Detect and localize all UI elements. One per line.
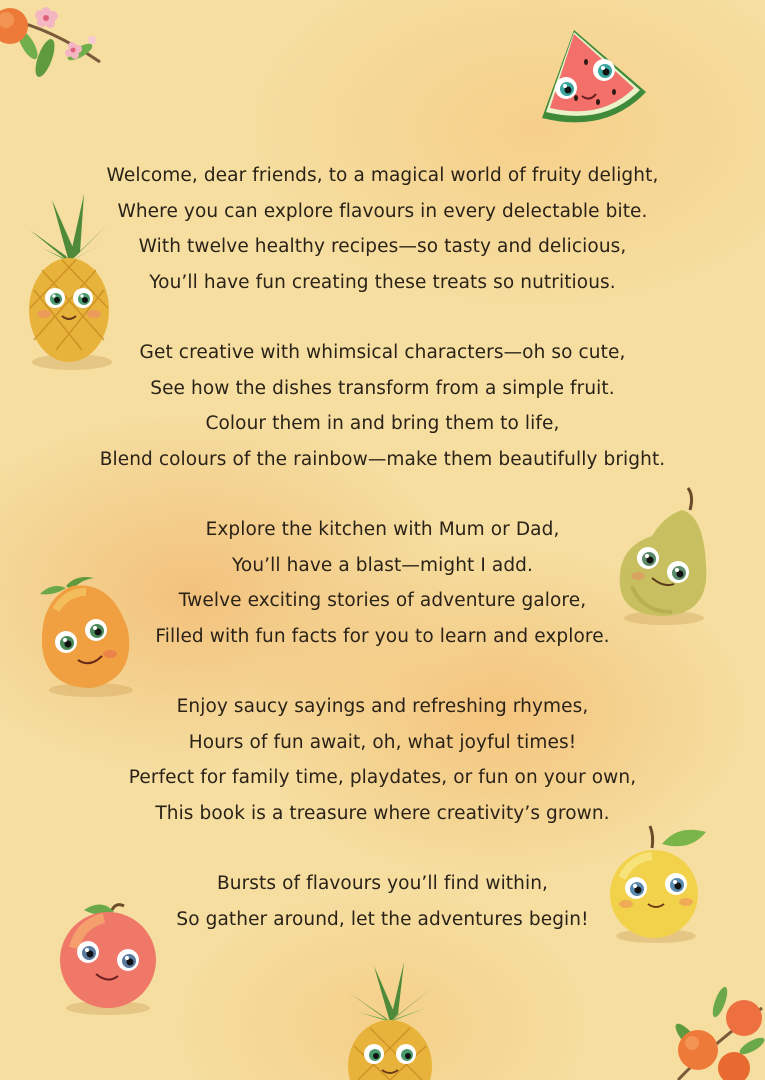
poem-line: See how the dishes transform from a simple fruit. bbox=[150, 377, 615, 399]
poem-line: This book is a treasure where creativity’s grown. bbox=[155, 802, 610, 824]
watermelon-slice-icon bbox=[536, 22, 651, 132]
peach-branch-icon bbox=[658, 988, 765, 1080]
poem-line: Enjoy saucy sayings and refreshing rhymes, bbox=[176, 696, 589, 717]
poem-line: Welcome, dear friends, to a magical world of fruity delight, bbox=[106, 165, 659, 186]
mango-icon bbox=[36, 570, 141, 700]
poem-line: Get creative with whimsical characters—oh so cute, bbox=[139, 342, 626, 363]
poem-line: Twelve exciting stories of adventure galore, bbox=[178, 590, 587, 611]
apple-icon bbox=[54, 898, 164, 1018]
peach-blossom-icon bbox=[0, 0, 115, 95]
poem-line: You’ll have fun creating these treats so nutritious. bbox=[149, 271, 616, 293]
poem-line: So gather around, let the adventures begin! bbox=[176, 908, 589, 930]
poem-line: Perfect for family time, playdates, or fun on your own, bbox=[128, 767, 637, 788]
lemon-icon bbox=[606, 822, 711, 947]
poem-line: Where you can explore flavours in every delectable bite. bbox=[117, 200, 648, 222]
poem-line: Bursts of flavours you’ll find within, bbox=[216, 873, 549, 894]
poem-line: Explore the kitchen with Mum or Dad, bbox=[205, 519, 560, 540]
poem-line: You’ll have a blast—might I add. bbox=[231, 554, 534, 576]
pear-icon bbox=[612, 486, 717, 631]
poem-line: Colour them in and bring them to life, bbox=[205, 413, 560, 434]
pineapple-icon bbox=[22, 190, 117, 375]
poem-line: Filled with fun facts for you to learn and explore. bbox=[155, 625, 610, 647]
poem-line: With twelve healthy recipes—so tasty and delicious, bbox=[138, 236, 627, 257]
poem-line: Blend colours of the rainbow—make them beautifully bright. bbox=[99, 448, 666, 470]
poem-line: Hours of fun await, oh, what joyful times! bbox=[188, 731, 577, 753]
pineapple-bottom-icon bbox=[340, 962, 440, 1080]
stanza-4 bbox=[0, 689, 765, 831]
